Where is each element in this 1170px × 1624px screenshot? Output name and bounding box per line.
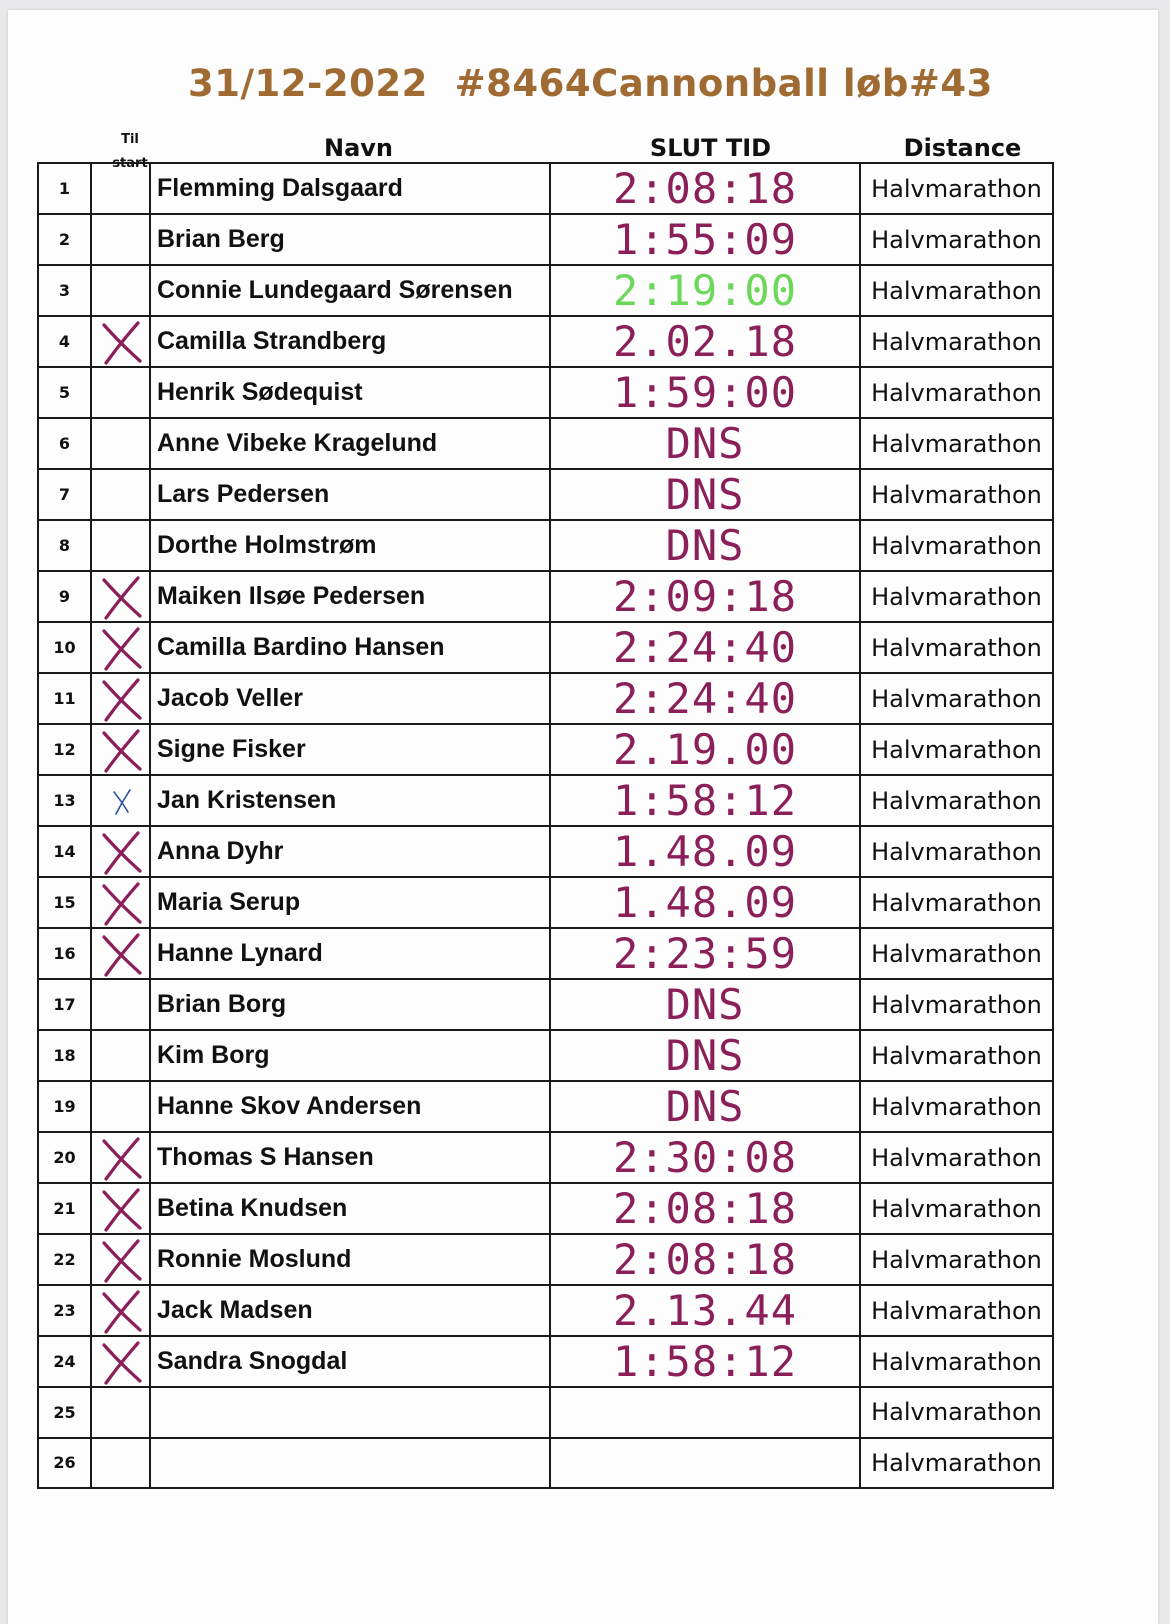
finish-time: 1.48.09 xyxy=(550,877,860,928)
runner-name: Dorthe Holmstrøm xyxy=(150,520,550,571)
distance: Halvmarathon xyxy=(860,622,1053,673)
finish-time: 2.13.44 xyxy=(550,1285,860,1336)
table-row xyxy=(38,367,1053,418)
row-number: 8 xyxy=(38,520,91,571)
finish-time: 2.02.18 xyxy=(550,316,860,367)
distance: Halvmarathon xyxy=(860,1234,1053,1285)
table-row xyxy=(38,673,1053,724)
row-number: 21 xyxy=(38,1183,91,1234)
distance: Halvmarathon xyxy=(860,1438,1053,1489)
x-mark-icon xyxy=(96,931,146,977)
runner-name: Anne Vibeke Kragelund xyxy=(150,418,550,469)
page-title: 31/12-2022 #8464Cannonball løb#43 xyxy=(188,62,993,105)
row-number: 24 xyxy=(38,1336,91,1387)
distance: Halvmarathon xyxy=(860,520,1053,571)
finish-time xyxy=(550,1438,860,1489)
start-check-cell xyxy=(91,979,150,1030)
finish-time: 1:59:00 xyxy=(550,367,860,418)
distance: Halvmarathon xyxy=(860,775,1053,826)
distance: Halvmarathon xyxy=(860,367,1053,418)
row-number: 6 xyxy=(38,418,91,469)
table-row xyxy=(38,1387,1053,1438)
row-number: 12 xyxy=(38,724,91,775)
row-number: 19 xyxy=(38,1081,91,1132)
row-number: 3 xyxy=(38,265,91,316)
row-number: 4 xyxy=(38,316,91,367)
table-row xyxy=(38,469,1053,520)
x-mark-stroke xyxy=(106,680,138,720)
table-row xyxy=(38,775,1053,826)
start-check-cell xyxy=(91,1132,150,1183)
runner-name: Brian Berg xyxy=(150,214,550,265)
runner-name: Jacob Veller xyxy=(150,673,550,724)
distance: Halvmarathon xyxy=(860,724,1053,775)
x-mark-stroke xyxy=(106,1190,138,1230)
start-check-cell xyxy=(91,265,150,316)
runner-name: Hanne Skov Andersen xyxy=(150,1081,550,1132)
table-row xyxy=(38,265,1053,316)
x-mark-stroke xyxy=(106,833,138,873)
start-check-cell xyxy=(91,1387,150,1438)
distance: Halvmarathon xyxy=(860,571,1053,622)
distance: Halvmarathon xyxy=(860,1183,1053,1234)
x-mark-stroke xyxy=(106,1343,138,1383)
runner-name: Thomas S Hansen xyxy=(150,1132,550,1183)
distance: Halvmarathon xyxy=(860,673,1053,724)
runner-name: Camilla Bardino Hansen xyxy=(150,622,550,673)
start-check-cell xyxy=(91,163,150,214)
distance: Halvmarathon xyxy=(860,469,1053,520)
runner-name: Jack Madsen xyxy=(150,1285,550,1336)
finish-time: DNS xyxy=(550,520,860,571)
finish-time xyxy=(550,1387,860,1438)
start-check-cell xyxy=(91,469,150,520)
start-check-cell xyxy=(91,877,150,928)
runner-name: Kim Borg xyxy=(150,1030,550,1081)
table-row xyxy=(38,1132,1053,1183)
row-number: 20 xyxy=(38,1132,91,1183)
runner-name: Betina Knudsen xyxy=(150,1183,550,1234)
finish-time: 1:55:09 xyxy=(550,214,860,265)
table-row xyxy=(38,622,1053,673)
start-check-cell xyxy=(91,1030,150,1081)
distance: Halvmarathon xyxy=(860,1336,1053,1387)
runner-name: Maria Serup xyxy=(150,877,550,928)
x-mark-icon xyxy=(96,778,146,824)
finish-time: DNS xyxy=(550,1030,860,1081)
finish-time: 2:30:08 xyxy=(550,1132,860,1183)
table-row xyxy=(38,928,1053,979)
x-mark-icon xyxy=(96,574,146,620)
start-check-cell xyxy=(91,571,150,622)
distance: Halvmarathon xyxy=(860,163,1053,214)
start-check-cell xyxy=(91,214,150,265)
start-check-cell xyxy=(91,1183,150,1234)
runner-name: Ronnie Moslund xyxy=(150,1234,550,1285)
x-mark-icon xyxy=(96,880,146,926)
start-check-cell xyxy=(91,928,150,979)
finish-time: DNS xyxy=(550,469,860,520)
finish-time: 2:09:18 xyxy=(550,571,860,622)
row-number: 2 xyxy=(38,214,91,265)
finish-time: 2.19.00 xyxy=(550,724,860,775)
row-number: 9 xyxy=(38,571,91,622)
runner-name: Sandra Snogdal xyxy=(150,1336,550,1387)
table-row xyxy=(38,1081,1053,1132)
table-row xyxy=(38,979,1053,1030)
distance: Halvmarathon xyxy=(860,1030,1053,1081)
row-number: 15 xyxy=(38,877,91,928)
start-check-cell xyxy=(91,520,150,571)
table-row xyxy=(38,163,1053,214)
distance: Halvmarathon xyxy=(860,979,1053,1030)
x-mark-stroke xyxy=(106,1241,138,1281)
runner-name: Connie Lundegaard Sørensen xyxy=(150,265,550,316)
distance: Halvmarathon xyxy=(860,1285,1053,1336)
x-mark-icon xyxy=(96,1186,146,1232)
start-check-cell xyxy=(91,1285,150,1336)
distance: Halvmarathon xyxy=(860,1132,1053,1183)
row-number: 23 xyxy=(38,1285,91,1336)
distance: Halvmarathon xyxy=(860,1081,1053,1132)
row-number: 22 xyxy=(38,1234,91,1285)
x-mark-icon xyxy=(96,319,146,365)
row-number: 17 xyxy=(38,979,91,1030)
finish-time: DNS xyxy=(550,1081,860,1132)
distance: Halvmarathon xyxy=(860,1387,1053,1438)
finish-time: 2:24:40 xyxy=(550,673,860,724)
start-check-cell xyxy=(91,724,150,775)
row-number: 26 xyxy=(38,1438,91,1489)
row-number: 16 xyxy=(38,928,91,979)
start-check-cell xyxy=(91,418,150,469)
runner-name: Signe Fisker xyxy=(150,724,550,775)
start-check-cell xyxy=(91,1081,150,1132)
table-row xyxy=(38,1030,1053,1081)
results-table xyxy=(37,162,1054,1489)
row-number: 25 xyxy=(38,1387,91,1438)
table-row xyxy=(38,571,1053,622)
row-number: 10 xyxy=(38,622,91,673)
header-navn: Navn xyxy=(323,134,393,162)
finish-time: 2:19:00 xyxy=(550,265,860,316)
x-mark-stroke xyxy=(106,578,138,618)
table-row xyxy=(38,826,1053,877)
x-mark-stroke xyxy=(106,935,138,975)
row-number: 1 xyxy=(38,163,91,214)
start-check-cell xyxy=(91,1336,150,1387)
distance: Halvmarathon xyxy=(860,928,1053,979)
x-mark-stroke xyxy=(106,1139,138,1179)
start-check-cell xyxy=(91,367,150,418)
x-mark-icon xyxy=(96,625,146,671)
distance: Halvmarathon xyxy=(860,826,1053,877)
finish-time: 2:24:40 xyxy=(550,622,860,673)
finish-time: 1:58:12 xyxy=(550,775,860,826)
distance: Halvmarathon xyxy=(860,214,1053,265)
finish-time: 1.48.09 xyxy=(550,826,860,877)
runner-name: Camilla Strandberg xyxy=(150,316,550,367)
runner-name xyxy=(150,1387,550,1438)
x-mark-icon xyxy=(96,1339,146,1385)
runner-name: Jan Kristensen xyxy=(150,775,550,826)
distance: Halvmarathon xyxy=(860,877,1053,928)
finish-time: 2:08:18 xyxy=(550,1234,860,1285)
finish-time: 2:23:59 xyxy=(550,928,860,979)
table-row xyxy=(38,520,1053,571)
table-row xyxy=(38,724,1053,775)
x-mark-icon xyxy=(96,727,146,773)
start-check-cell xyxy=(91,622,150,673)
finish-time: 2:08:18 xyxy=(550,163,860,214)
runner-name: Lars Pedersen xyxy=(150,469,550,520)
x-mark-icon xyxy=(96,676,146,722)
table-row xyxy=(38,1183,1053,1234)
header-slut-tid: SLUT TID xyxy=(649,134,772,162)
finish-time: DNS xyxy=(550,418,860,469)
start-check-cell xyxy=(91,673,150,724)
start-check-cell xyxy=(91,316,150,367)
table-row xyxy=(38,877,1053,928)
x-mark-icon xyxy=(96,1135,146,1181)
table-row xyxy=(38,316,1053,367)
header-til-start: Til start xyxy=(112,132,148,171)
x-mark-stroke xyxy=(106,1292,138,1332)
row-number: 5 xyxy=(38,367,91,418)
x-mark-stroke xyxy=(106,731,138,771)
finish-time: DNS xyxy=(550,979,860,1030)
table-row xyxy=(38,1336,1053,1387)
runner-name: Henrik Sødequist xyxy=(150,367,550,418)
table-row xyxy=(38,214,1053,265)
table-row xyxy=(38,1438,1053,1489)
x-mark-stroke xyxy=(106,323,138,363)
x-mark-icon xyxy=(96,1237,146,1283)
table-row xyxy=(38,1285,1053,1336)
x-mark-stroke xyxy=(106,884,138,924)
start-check-cell xyxy=(91,1438,150,1489)
runner-name: Brian Borg xyxy=(150,979,550,1030)
row-number: 13 xyxy=(38,775,91,826)
runner-name: Hanne Lynard xyxy=(150,928,550,979)
runner-name xyxy=(150,1438,550,1489)
runner-name: Anna Dyhr xyxy=(150,826,550,877)
x-mark-icon xyxy=(96,829,146,875)
table-row xyxy=(38,418,1053,469)
start-check-cell xyxy=(91,826,150,877)
row-number: 11 xyxy=(38,673,91,724)
distance: Halvmarathon xyxy=(860,265,1053,316)
start-check-cell xyxy=(91,775,150,826)
results-table-body xyxy=(38,163,1053,1488)
row-number: 18 xyxy=(38,1030,91,1081)
header-distance: Distance xyxy=(903,134,1022,162)
runner-name: Maiken Ilsøe Pedersen xyxy=(150,571,550,622)
x-mark-stroke xyxy=(106,629,138,669)
row-number: 14 xyxy=(38,826,91,877)
row-number: 7 xyxy=(38,469,91,520)
distance: Halvmarathon xyxy=(860,316,1053,367)
start-check-cell xyxy=(91,1234,150,1285)
finish-time: 2:08:18 xyxy=(550,1183,860,1234)
finish-time: 1:58:12 xyxy=(550,1336,860,1387)
table-row xyxy=(38,1234,1053,1285)
distance: Halvmarathon xyxy=(860,418,1053,469)
x-mark-icon xyxy=(96,1288,146,1334)
runner-name: Flemming Dalsgaard xyxy=(150,163,550,214)
